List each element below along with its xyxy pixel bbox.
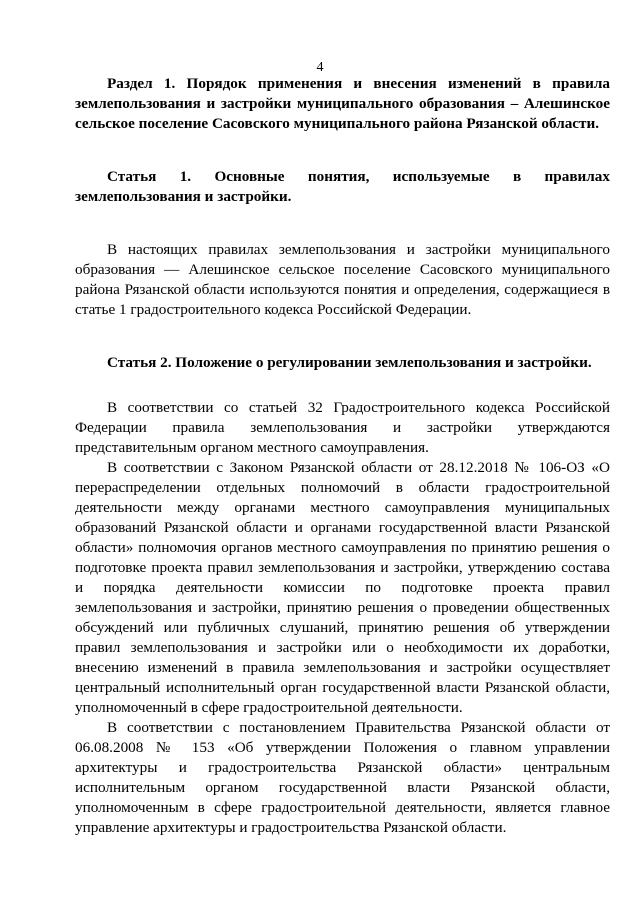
article-2-paragraph-1: В соответствии со статьей 32 Градостроительного кодекса Российской Федерации правила землепользования и застройки утверждаются представительным органом местного самоуправления.	[75, 399, 610, 456]
article-2-paragraph-3: В соответствии с постановлением Правительства Рязанской области от 06.08.2008 № 153 «Об утверждении Положения о главном управлении архитектуры и градостроительства Рязанской области» центральным исполнительным органом государственной власти Рязанской области, уполномоченным в сфере градостроительной деятельности, является главное управление архитектуры и градостроительства Рязанской области.	[75, 719, 610, 836]
page-number: 4	[316, 60, 324, 75]
section-title: Раздел 1. Порядок применения и внесения изменений в правила землепользования и застройки муниципального образования – Алешинское сельское поселение Сасовского муниципального района Рязанской области.	[75, 75, 610, 132]
article-2-paragraph-2: В соответствии с Законом Рязанской области от 28.12.2018 № 106-ОЗ «О перераспределении отдельных полномочий в области градостроительной деятельности между органами местного самоуправления муниципальных образований Рязанской области и органами государственной власти Рязанской области» полномочия органов местного самоуправления по принятию решения о подготовке проекта правил землепользования и застройки, утверждению состава и порядка деятельности комиссии по подготовке проекта правил землепользования и застройки, принятию решения о проведении общественных обсуждений или публичных слушаний, принятию решения об утверждении правил землепользования и застройки или о необходимости их доработки, внесению изменений в правила землепользования и застройки осуществляет центральный исполнительный орган государственной власти Рязанской области, уполномоченный в сфере градостроительной деятельности.	[75, 459, 610, 716]
article-1-title: Статья 1. Основные понятия, используемые в правилах землепользования и застройки.	[75, 168, 610, 205]
document-body	[75, 74, 610, 838]
article-2-title: Статья 2. Положение о регулировании землепользования и застройки.	[107, 354, 592, 371]
article-1-paragraph: В настоящих правилах землепользования и застройки муниципального образования — Алешинское сельское поселение Сасовского муниципального района Рязанской области используются понятия и определения, содержащиеся в статье 1 градостроительного кодекса Российской Федерации.	[75, 241, 610, 318]
